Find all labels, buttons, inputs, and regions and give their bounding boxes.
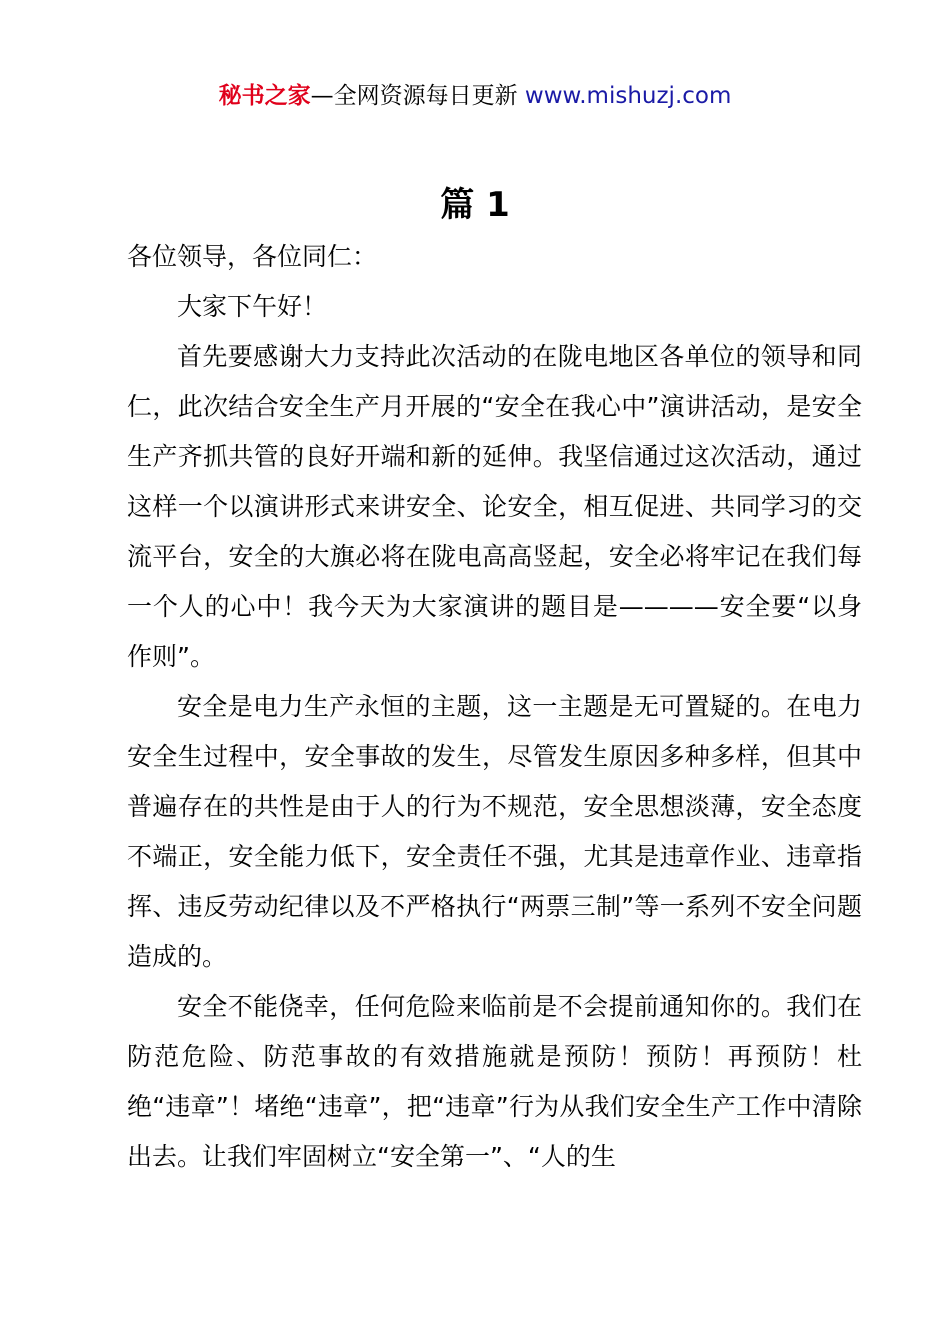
- paragraph: 安全是电力生产永恒的主题，这一主题是无可置疑的。在电力安全生过程中，安全事故的发生，尽管发生原因多种多样，但其中普遍存在的共性是由于人的行为不规范，安全思想淡薄，安全态度不端正，安全能力低下，安全责任不强，尤其是违章作业、违章指挥、违反劳动纪律以及不严格执行“两票三制”等一系列不安全问题造成的。: [127, 692, 862, 971]
- salutation: 各位领导，各位同仁：: [127, 242, 378, 271]
- paragraph: 安全不能侥幸，任何危险来临前是不会提前通知你的。我们在防范危险、防范事故的有效措施就是预防！预防！再预防！杜绝“违章”！堵绝“违章”，把“违章”行为从我们安全生产工作中清除出去。让我们牢固树立“安全第一”、“人的生: [127, 992, 862, 1171]
- site-header: [0, 80, 950, 112]
- site-tagline: 全网资源每日更新: [333, 83, 518, 109]
- paragraph-greeting: 大家下午好！: [177, 292, 328, 321]
- site-brand: 秘书之家: [218, 83, 311, 109]
- paragraph: 首先要感谢大力支持此次活动的在陇电地区各单位的领导和同仁，此次结合安全生产月开展的“安全在我心中”演讲活动，是安全生产齐抓共管的良好开端和新的延伸。我坚信通过这次活动，通过这样一个以演讲形式来讲安全、论安全，相互促进、共同学习的交流平台，安全的大旗必将在陇电高高竖起，安全必将牢记在我们每一个人的心中！我今天为大家演讲的题目是————安全要“以身作则”。: [127, 342, 862, 671]
- document-title: 篇 1: [440, 185, 510, 225]
- header-separator: —: [310, 83, 334, 109]
- document-body: [127, 232, 862, 1182]
- site-url-link[interactable]: www.mishuzj.com: [524, 83, 732, 109]
